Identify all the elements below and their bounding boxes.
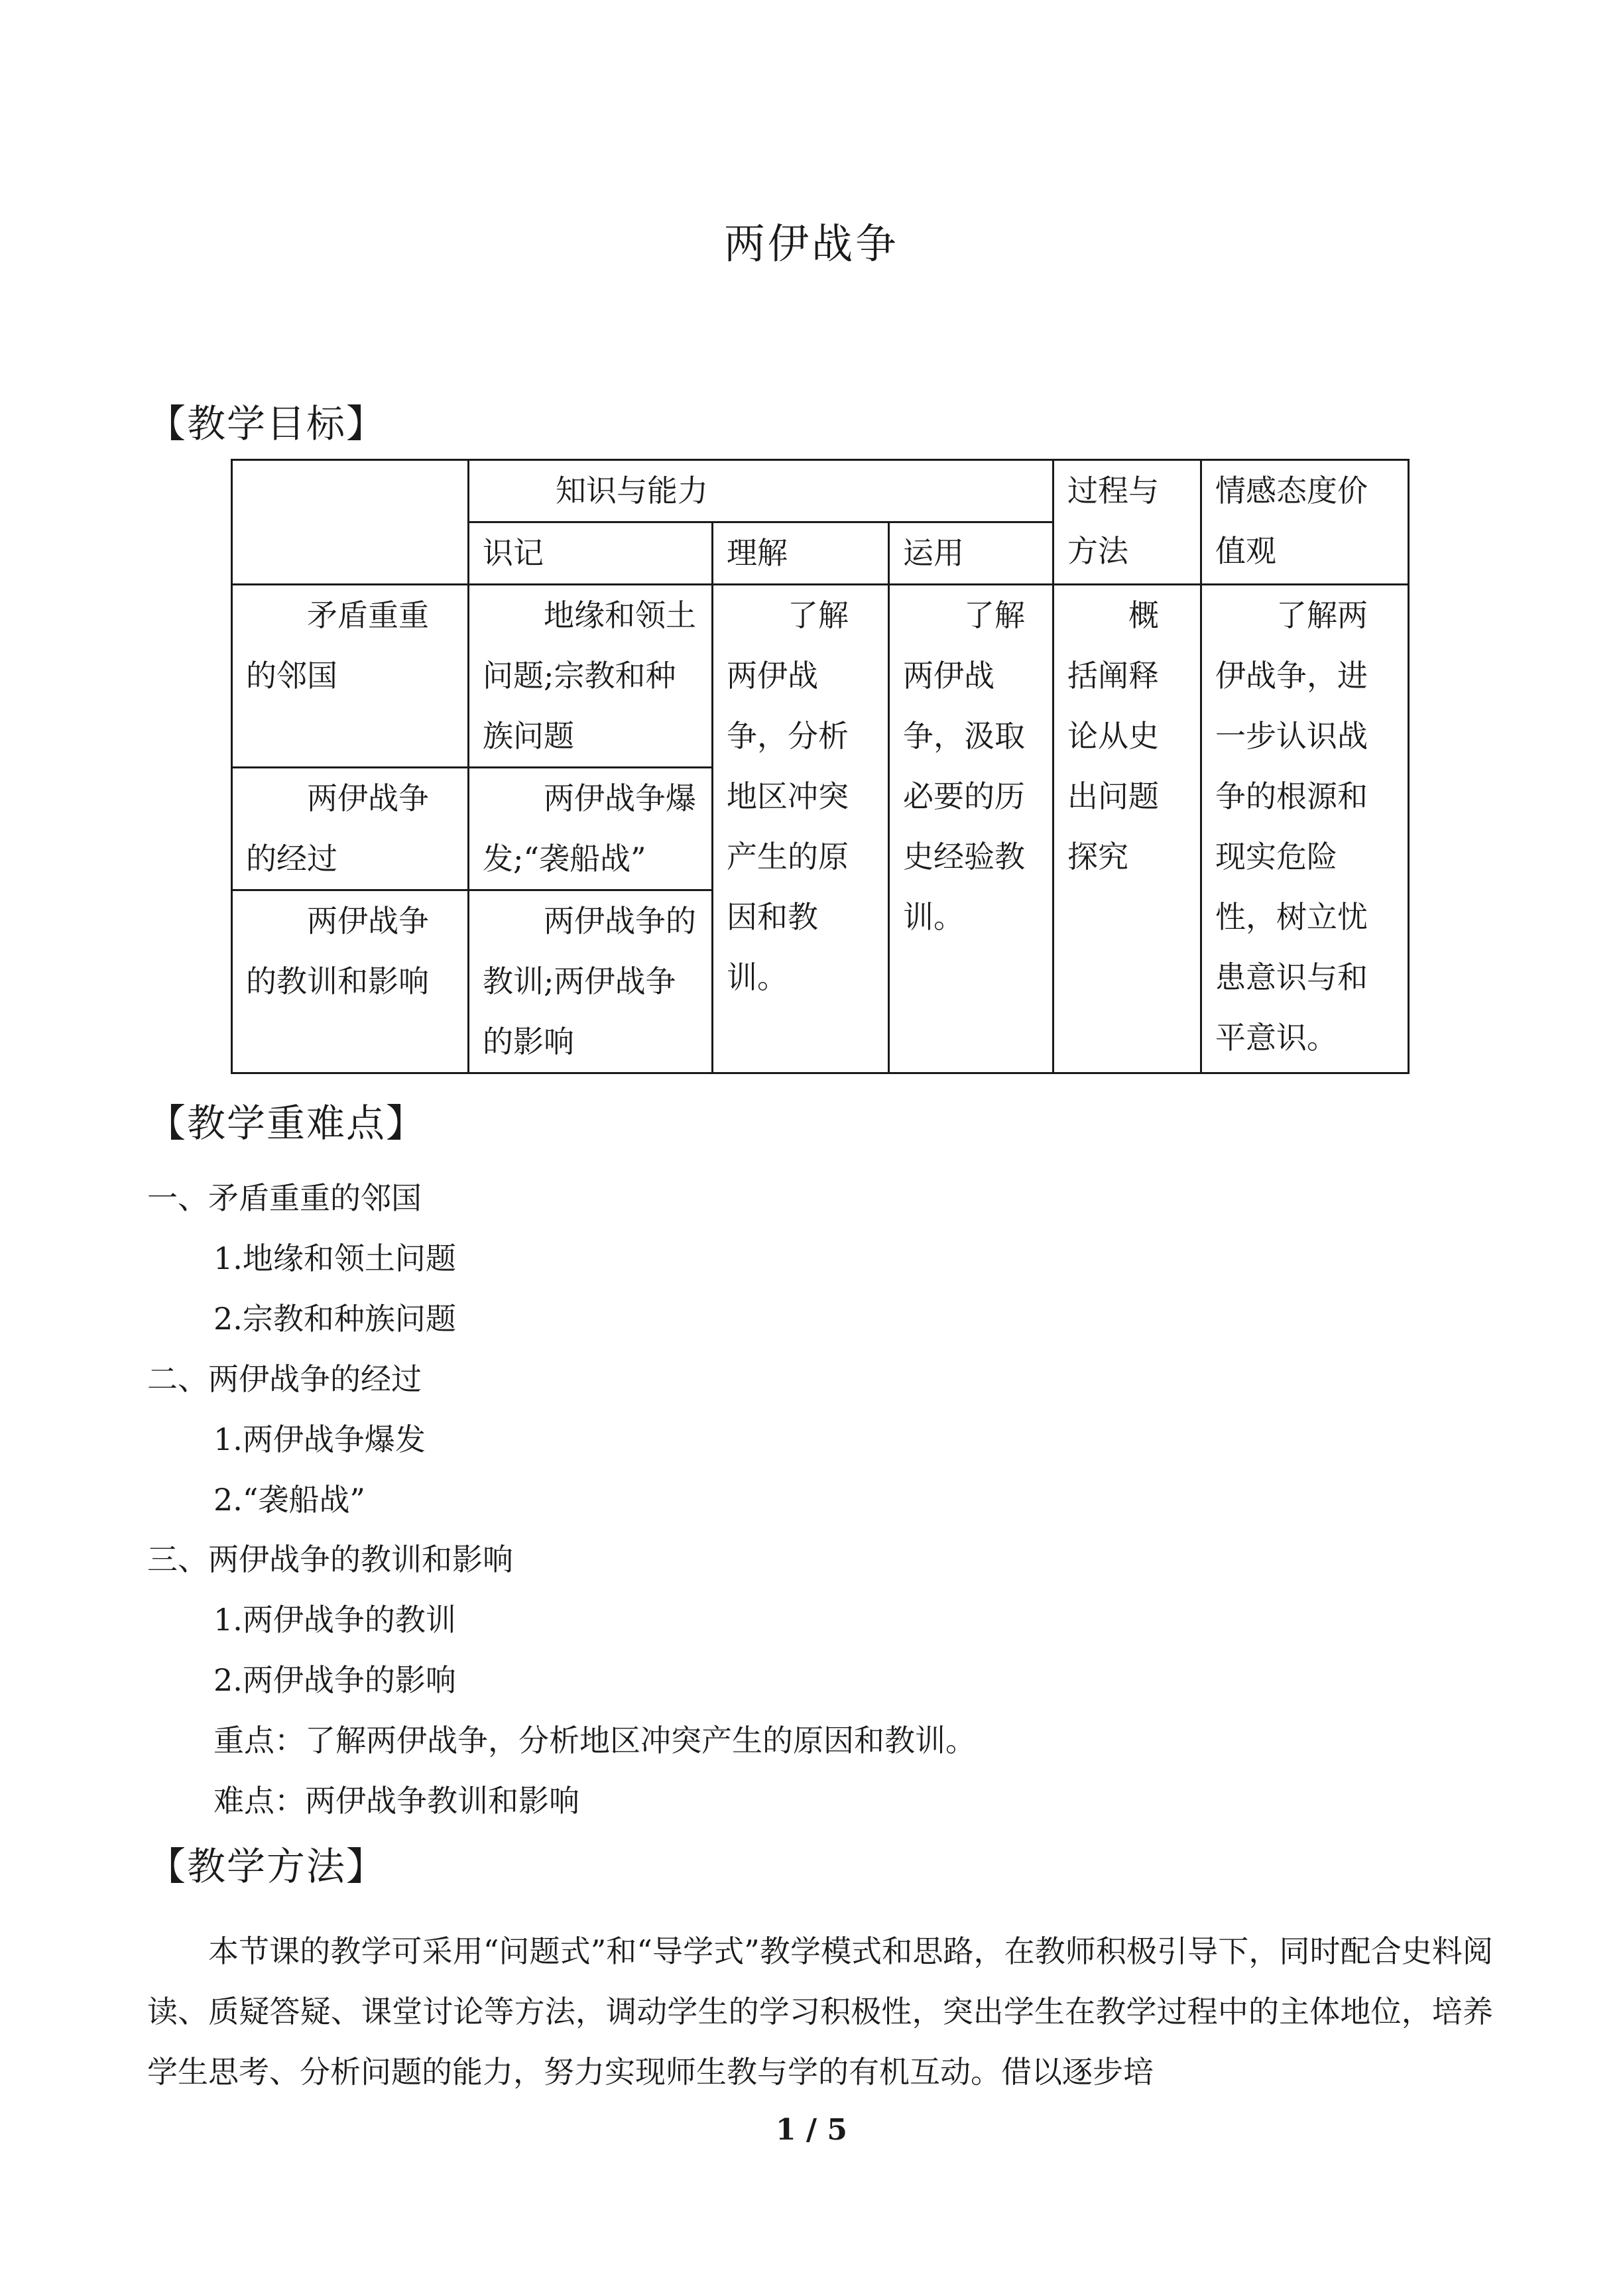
cell-understand: 了解两伊战争，分析地区冲突产生的原因和教训。 xyxy=(713,585,889,1073)
page-number: 1 / 5 xyxy=(776,2113,847,2147)
header-memorize: 识记 xyxy=(469,522,713,585)
outline-section-1: 一、矛盾重重的邻国 xyxy=(147,1180,422,1216)
row-topic: 矛盾重重的邻国 xyxy=(232,585,469,768)
header-emotion: 情感态度价值观 xyxy=(1201,460,1409,585)
row-memorize: 两伊战争的教训;两伊战争的影响 xyxy=(469,890,713,1073)
outline-item: 2.宗教和种族问题 xyxy=(213,1301,456,1337)
page-title: 两伊战争 xyxy=(723,219,899,268)
outline-item: 1.地缘和领土问题 xyxy=(213,1240,456,1276)
outline-section-2: 二、两伊战争的经过 xyxy=(147,1361,422,1397)
outline-item: 2.两伊战争的影响 xyxy=(213,1662,456,1698)
outline-item: 1.两伊战争爆发 xyxy=(213,1421,426,1457)
heading-objectives: 【教学目标】 xyxy=(147,401,387,446)
outline-item: 1.两伊战争的教训 xyxy=(213,1602,456,1638)
objectives-table xyxy=(231,459,1410,1074)
outline-section-3: 三、两伊战争的教训和影响 xyxy=(147,1541,513,1577)
header-knowledge: 知识与能力 xyxy=(469,460,1053,522)
row-memorize: 两伊战争爆发;“袭船战” xyxy=(469,768,713,890)
methods-paragraph: 本节课的教学可采用“问题式”和“导学式”教学模式和思路，在教师积极引导下，同时配合史料阅读、质疑答疑、课堂讨论等方法，调动学生的学习积极性，突出学生在教学过程中的主体地位，培养学生思考、分析问题的能力，努力实现师生教与学的有机互动。借以逐步培 xyxy=(147,1933,1493,2090)
header-understand: 理解 xyxy=(713,522,889,585)
row-topic: 两伊战争的教训和影响 xyxy=(232,890,469,1073)
cell-emotion: 了解两伊战争，进一步认识战争的根源和现实危险性，树立忧患意识与和平意识。 xyxy=(1201,585,1409,1073)
header-process: 过程与方法 xyxy=(1053,460,1201,585)
difficult-point: 难点：两伊战争教训和影响 xyxy=(213,1783,579,1819)
table-header-row xyxy=(232,460,1409,522)
key-point: 重点：了解两伊战争，分析地区冲突产生的原因和教训。 xyxy=(213,1722,976,1758)
table-corner-cell xyxy=(232,460,469,585)
table-row xyxy=(232,585,1409,768)
cell-apply: 了解两伊战争，汲取必要的历史经验教训。 xyxy=(889,585,1053,1073)
outline-item: 2.“袭船战” xyxy=(213,1482,365,1518)
row-topic: 两伊战争的经过 xyxy=(232,768,469,890)
heading-keypoints: 【教学重难点】 xyxy=(147,1101,426,1146)
row-memorize: 地缘和领土问题;宗教和种族问题 xyxy=(469,585,713,768)
cell-process: 概括阐释论从史出问题探究 xyxy=(1053,585,1201,1073)
header-apply: 运用 xyxy=(889,522,1053,585)
heading-methods: 【教学方法】 xyxy=(147,1844,387,1889)
